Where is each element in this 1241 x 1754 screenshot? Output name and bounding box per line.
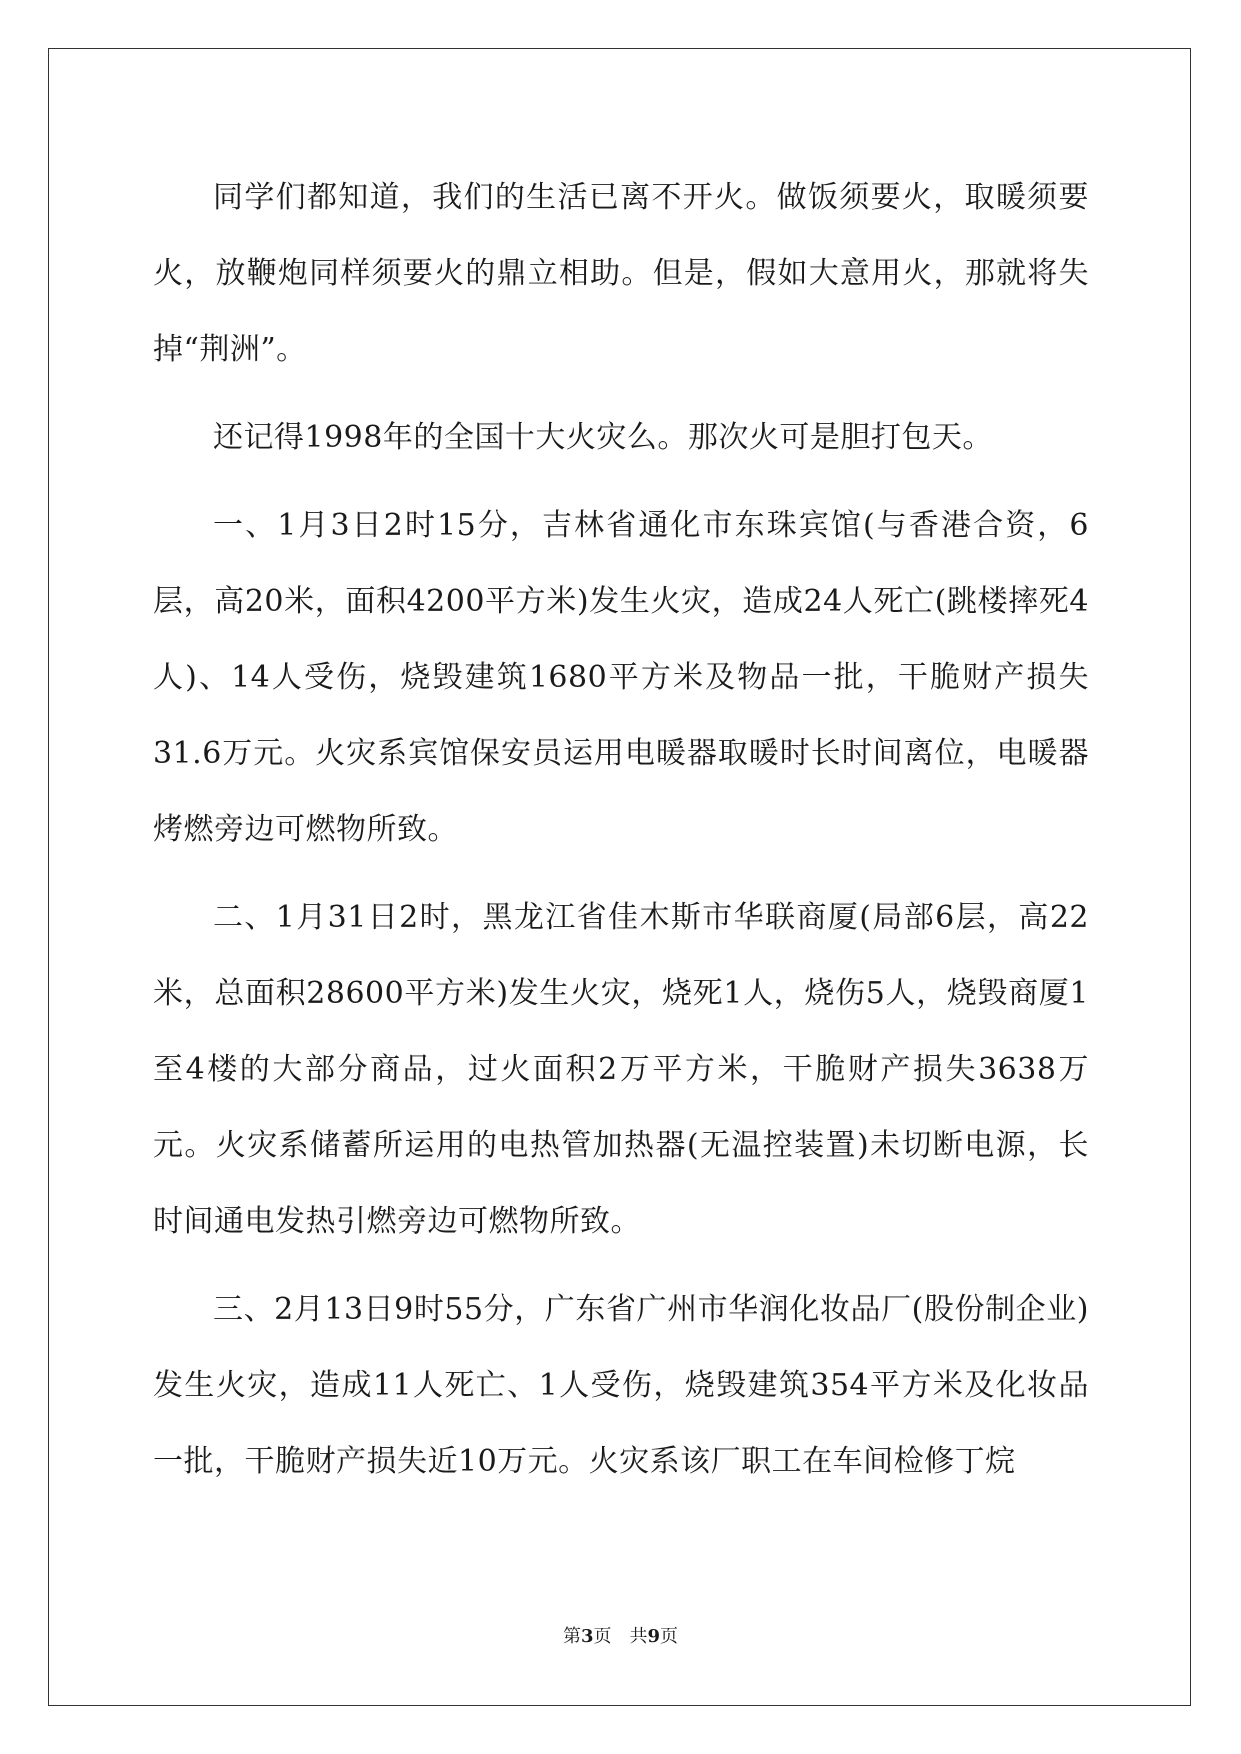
paragraph-2: 还记得1998年的全国十大火灾么。那次火可是胆打包天。: [213, 420, 993, 455]
footer-total-unit: 页: [660, 1626, 679, 1647]
footer-page-number: 3: [580, 1626, 594, 1647]
page-footer: [0, 1625, 1241, 1649]
document-body: [153, 160, 1089, 1512]
paragraph-4: 二、1月31日2时，黑龙江省佳木斯市华联商厦(局部6层，高22米，总面积28600平方米)发生火灾，烧死1人，烧伤5人，烧毁商厦1至4楼的大部分商品，过火面积2万平方米，干脆财产损失3638万元。火灾系储蓄所运用的电热管加热器(无温控装置)未切断电源，长时间通电发热引燃旁边可燃物所致。: [153, 900, 1089, 1239]
footer-page-unit: 页: [593, 1626, 612, 1647]
paragraph-5: 三、2月13日9时55分，广东省广州市华润化妆品厂(股份制企业)发生火灾，造成11人死亡、1人受伤，烧毁建筑354平方米及化妆品一批，干脆财产损失近10万元。火灾系该厂职工在车间检修丁烷: [153, 1292, 1089, 1479]
footer-total-prefix: 共: [629, 1626, 648, 1647]
footer-prefix: 第: [562, 1626, 581, 1647]
footer-total-pages: 9: [647, 1626, 661, 1647]
paragraph-3: 一、1月3日2时15分，吉林省通化市东珠宾馆(与香港合资，6层，高20米，面积4200平方米)发生火灾，造成24人死亡(跳楼摔死4人)、14人受伤，烧毁建筑1680平方米及物品一批，干脆财产损失31.6万元。火灾系宾馆保安员运用电暖器取暖时长时间离位，电暖器烤燃旁边可燃物所致。: [153, 508, 1089, 847]
paragraph-1: 同学们都知道，我们的生活已离不开火。做饭须要火，取暖须要火，放鞭炮同样须要火的鼎立相助。但是，假如大意用火，那就将失掉“荆洲”。: [153, 180, 1089, 367]
